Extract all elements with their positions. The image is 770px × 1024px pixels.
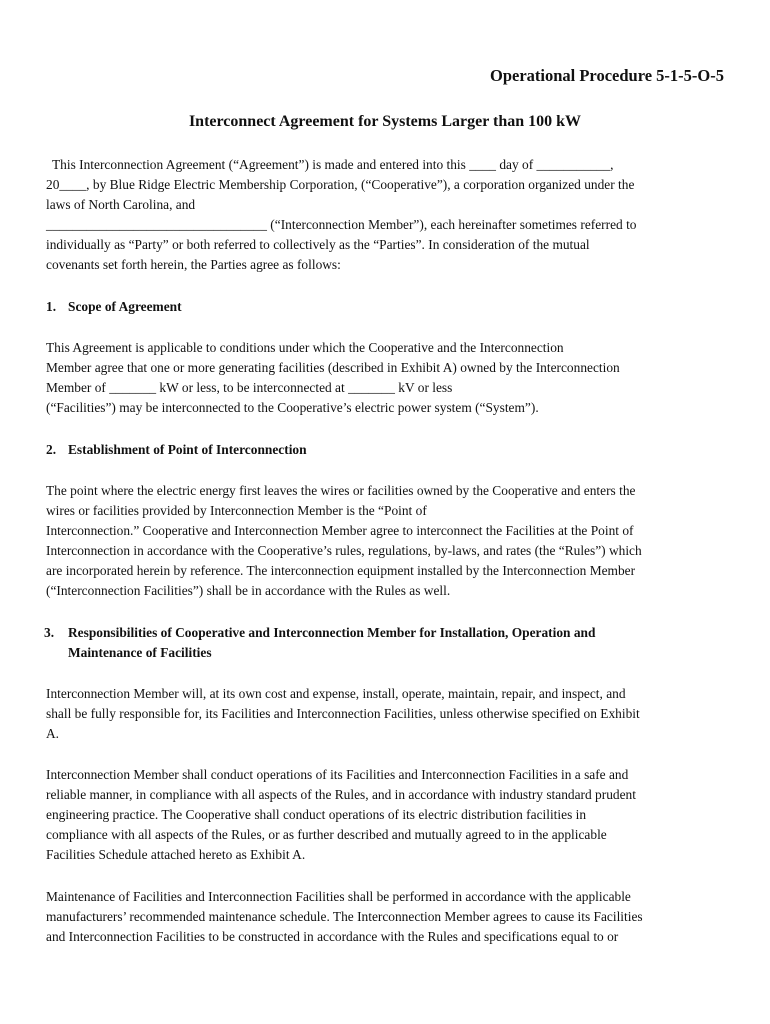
intro-line: 20____, by Blue Ridge Electric Membership Corporation, (“Cooperative”), a corporation organized under the bbox=[46, 177, 635, 192]
body-line: Interconnection Member will, at its own cost and expense, install, operate, maintain, repair, and inspect, and bbox=[46, 686, 626, 701]
body-line: (“Interconnection Facilities”) shall be in accordance with the Rules as well. bbox=[46, 583, 451, 598]
body-line: Facilities Schedule attached hereto as Exhibit A. bbox=[46, 847, 306, 862]
body-line: This Agreement is applicable to conditions under which the Cooperative and the Interconnection bbox=[46, 340, 564, 355]
section-heading-scope bbox=[46, 297, 182, 317]
body-line: are incorporated herein by reference. The interconnection equipment installed by the Interconnection Member bbox=[46, 563, 636, 578]
section-title: Establishment of Point of Interconnection bbox=[68, 442, 307, 457]
body-line: Interconnection.” Cooperative and Interconnection Member agree to interconnect the Facilities at the Point of bbox=[46, 523, 634, 538]
intro-line: individually as “Party” or both referred to collectively as the “Parties”. In consideration of the mutual bbox=[46, 237, 590, 252]
procedure-id: Operational Procedure 5-1-5-O-5 bbox=[489, 66, 724, 85]
body-line: Interconnection in accordance with the Cooperative’s rules, regulations, by-laws, and rates (the “Rules”) which bbox=[46, 543, 642, 558]
body-line: reliable manner, in compliance with all aspects of the Rules, and in accordance with industry standard prudent bbox=[46, 787, 636, 802]
section-number: 3. bbox=[44, 625, 55, 640]
body-line: Member agree that one or more generating facilities (described in Exhibit A) owned by the Interconnection bbox=[46, 360, 620, 375]
section-heading-responsibilities bbox=[44, 623, 595, 643]
section-title-continued: Maintenance of Facilities bbox=[68, 645, 212, 660]
section-number: 2. bbox=[46, 442, 57, 457]
body-line: (“Facilities”) may be interconnected to the Cooperative’s electric power system (“System”). bbox=[46, 400, 539, 415]
intro-line: covenants set forth herein, the Parties agree as follows: bbox=[46, 257, 341, 272]
body-line: wires or facilities provided by Interconnection Member is the “Point of bbox=[46, 503, 427, 518]
body-line: compliance with all aspects of the Rules, or as further described and mutually agreed to in the applicable bbox=[46, 827, 607, 842]
section-title: Scope of Agreement bbox=[68, 299, 182, 314]
body-line: manufacturers’ recommended maintenance schedule. The Interconnection Member agrees to cause its Facilities bbox=[46, 909, 643, 924]
document-title: Interconnect Agreement for Systems Larger than 100 kW bbox=[188, 113, 582, 130]
body-line: Member of _______ kW or less, to be interconnected at _______ kV or less bbox=[46, 380, 453, 395]
body-line: Maintenance of Facilities and Interconnection Facilities shall be performed in accordance with the applicable bbox=[46, 889, 631, 904]
section-title: Responsibilities of Cooperative and Interconnection Member for Installation, Operation and bbox=[68, 625, 596, 640]
body-line: Interconnection Member shall conduct operations of its Facilities and Interconnection Facilities in a safe and bbox=[46, 767, 629, 782]
intro-line: This Interconnection Agreement (“Agreement”) is made and entered into this ____ day of ___________, bbox=[52, 157, 614, 172]
intro-line: _________________________________ (“Interconnection Member”), each hereinafter sometimes referred to bbox=[46, 217, 637, 232]
section-heading-point-of-interconnection bbox=[46, 440, 307, 460]
body-line: shall be fully responsible for, its Facilities and Interconnection Facilities, unless otherwise specified on Exhibit bbox=[46, 706, 640, 721]
body-line: engineering practice. The Cooperative shall conduct operations of its electric distribution facilities in bbox=[46, 807, 587, 822]
body-line: A. bbox=[46, 726, 60, 741]
intro-line: laws of North Carolina, and bbox=[46, 197, 196, 212]
body-line: The point where the electric energy first leaves the wires or facilities owned by the Cooperative and enters the bbox=[46, 483, 636, 498]
body-line: and Interconnection Facilities to be constructed in accordance with the Rules and specifications equal to or bbox=[46, 929, 619, 944]
section-number: 1. bbox=[46, 299, 57, 314]
